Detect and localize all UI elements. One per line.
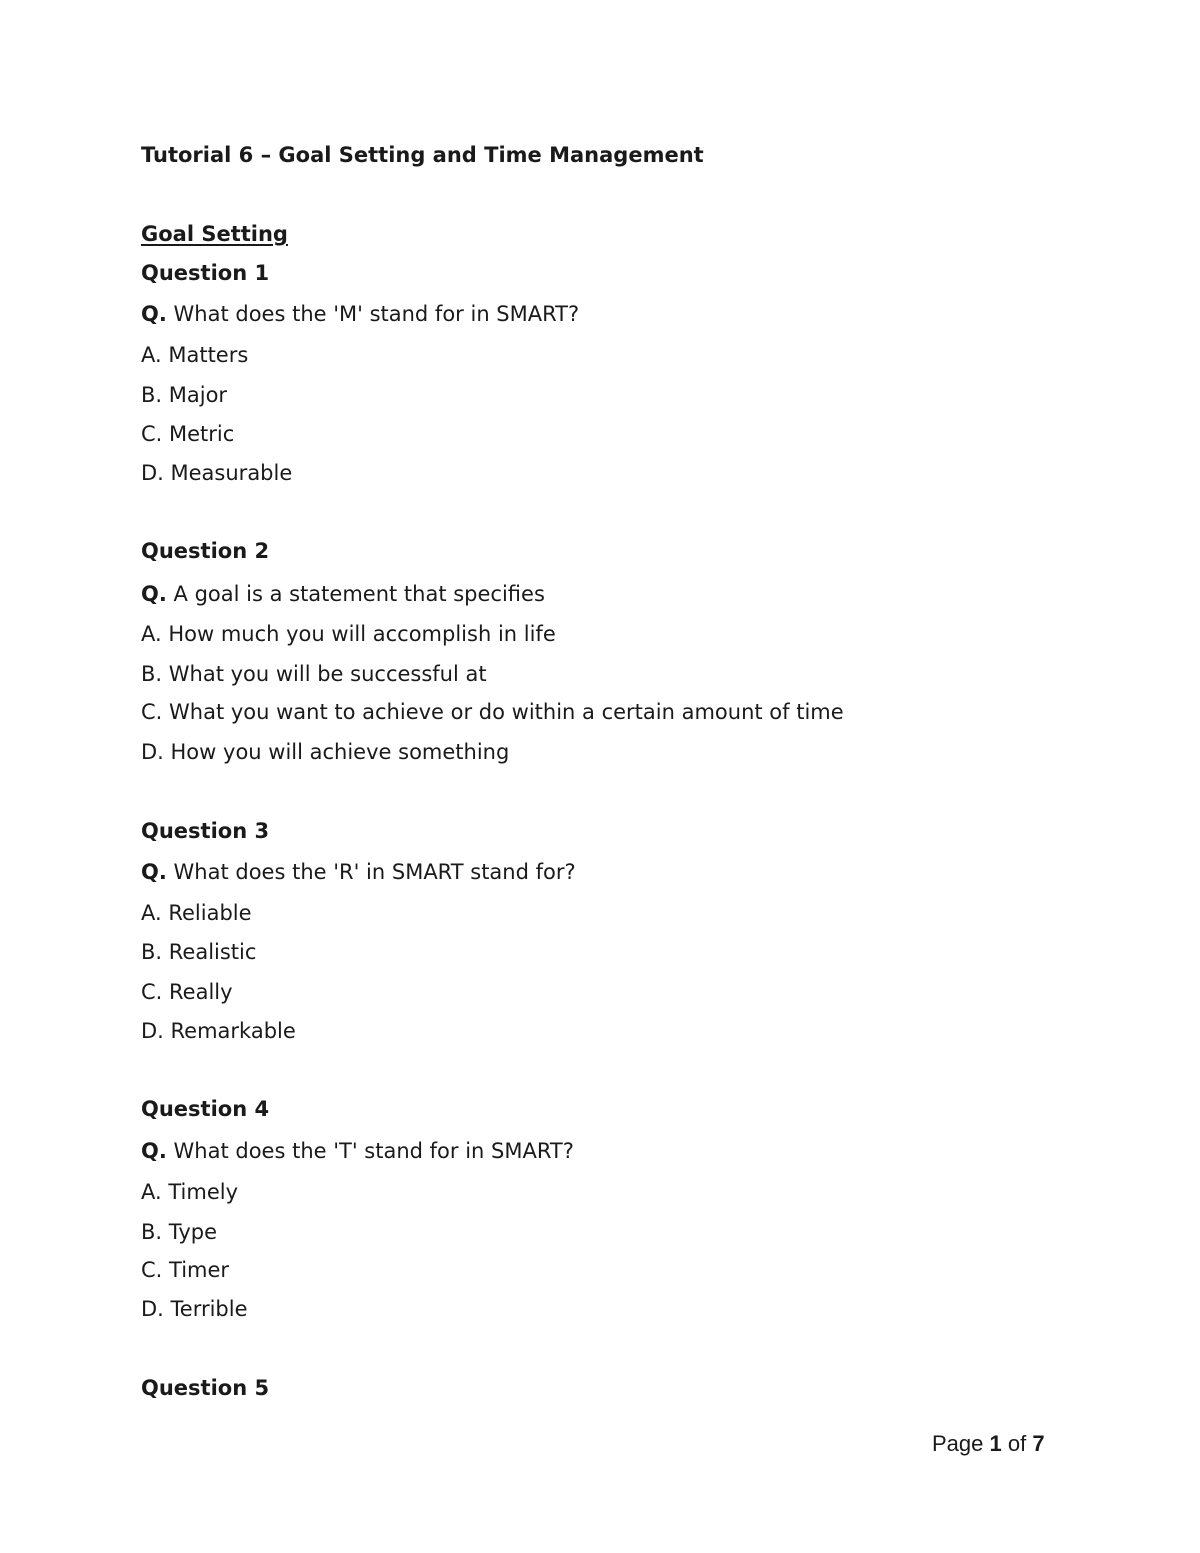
page-number: 1 [989,1431,1002,1456]
section-heading: Goal Setting [141,222,288,246]
answer-option: A. Timely [141,1180,239,1204]
question-body: A goal is a statement that specifies [173,582,545,606]
question-heading: Question 5 [141,1376,270,1400]
question-text [141,858,576,886]
answer-option: C. Timer [141,1258,230,1282]
page-total: 7 [1032,1431,1045,1456]
answer-option: D. Terrible [141,1297,248,1321]
question-body: What does the 'M' stand for in SMART? [173,302,580,326]
question-heading: Question 3 [141,819,270,843]
answer-option: C. Really [141,980,233,1004]
answer-option: C. What you want to achieve or do within a certain amount of time [141,700,844,724]
answer-option: A. Reliable [141,901,252,925]
question-heading: Question 1 [141,261,270,285]
question-text [141,1137,574,1165]
question-prefix: Q. [141,582,167,606]
answer-option: B. Major [141,383,228,407]
answer-option: D. Measurable [141,461,293,485]
question-prefix: Q. [141,1139,167,1163]
answer-option: A. Matters [141,343,249,367]
page-word: Page [932,1431,984,1456]
of-word: of [1007,1431,1027,1456]
answer-option: B. Type [141,1220,217,1244]
question-body: What does the 'T' stand for in SMART? [173,1139,574,1163]
question-heading: Question 2 [141,539,270,563]
answer-option: A. How much you will accomplish in life [141,622,556,646]
answer-option: B. What you will be successful at [141,662,487,686]
answer-option: D. How you will achieve something [141,740,510,764]
document-title: Tutorial 6 – Goal Setting and Time Management [141,143,704,167]
answer-option: C. Metric [141,422,235,446]
page-number-footer [932,1430,1045,1458]
question-prefix: Q. [141,860,167,884]
question-body: What does the 'R' in SMART stand for? [173,860,576,884]
question-text [141,300,579,328]
question-heading: Question 4 [141,1097,270,1121]
answer-option: B. Realistic [141,940,257,964]
answer-option: D. Remarkable [141,1019,296,1043]
question-text [141,580,545,608]
question-prefix: Q. [141,302,167,326]
